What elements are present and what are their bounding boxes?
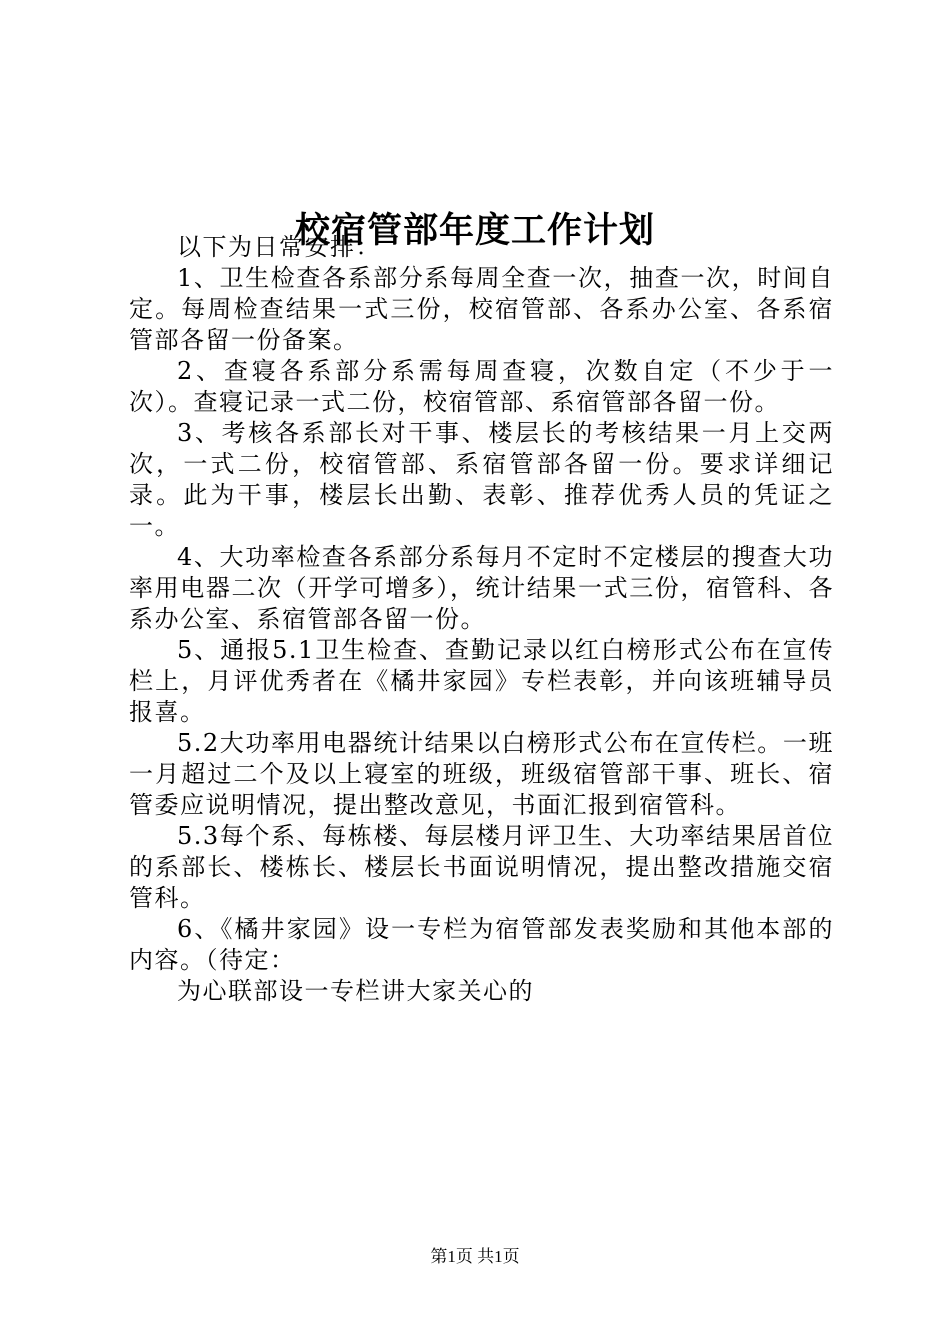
paragraph-intro: 以下为日常安排： — [177, 233, 381, 261]
paragraph-item-4: 4、大功率检查各系部分系每月不定时不定楼层的搜查大功率用电器二次（开学可增多），统计结果一式三份，宿管科、各系办公室、系宿管部各留一份。 — [129, 543, 834, 633]
paragraph-trailing: 为心联部设一专栏讲大家关心的 — [177, 977, 534, 1005]
page-footer: 第1页 共1页 — [430, 1247, 520, 1266]
paragraph-item-5-3: 5.3每个系、每栋楼、每层楼月评卫生、大功率结果居首位的系部长、楼栋长、楼层长书面说明情况，提出整改措施交宿管科。 — [129, 822, 834, 912]
document-body — [129, 232, 834, 1007]
document-title: 校宿管部年度工作计划 — [294, 211, 655, 252]
paragraph-item-6: 6、《橘井家园》设一专栏为宿管部发表奖励和其他本部的内容。（待定： — [129, 915, 834, 974]
paragraph-item-2: 2、查寝各系部分系需每周查寝，次数自定（不少于一次）。查寝记录一式二份，校宿管部、系宿管部各留一份。 — [129, 357, 834, 416]
paragraph-item-5-2: 5.2大功率用电器统计结果以白榜形式公布在宣传栏。一班一月超过二个及以上寝室的班级，班级宿管部干事、班长、宿管委应说明情况，提出整改意见，书面汇报到宿管科。 — [129, 729, 834, 819]
paragraph-item-3: 3、考核各系部长对干事、楼层长的考核结果一月上交两次，一式二份，校宿管部、系宿管部各留一份。要求详细记录。此为干事，楼层长出勤、表彰、推荐优秀人员的凭证之一。 — [129, 419, 834, 540]
paragraph-item-5-1: 5、通报5.1卫生检查、查勤记录以红白榜形式公布在宣传栏上，月评优秀者在《橘井家园》专栏表彰，并向该班辅导员报喜。 — [129, 636, 834, 726]
paragraph-item-1: 1、卫生检查各系部分系每周全查一次，抽查一次，时间自定。每周检查结果一式三份，校宿管部、各系办公室、各系宿管部各留一份备案。 — [129, 264, 834, 354]
